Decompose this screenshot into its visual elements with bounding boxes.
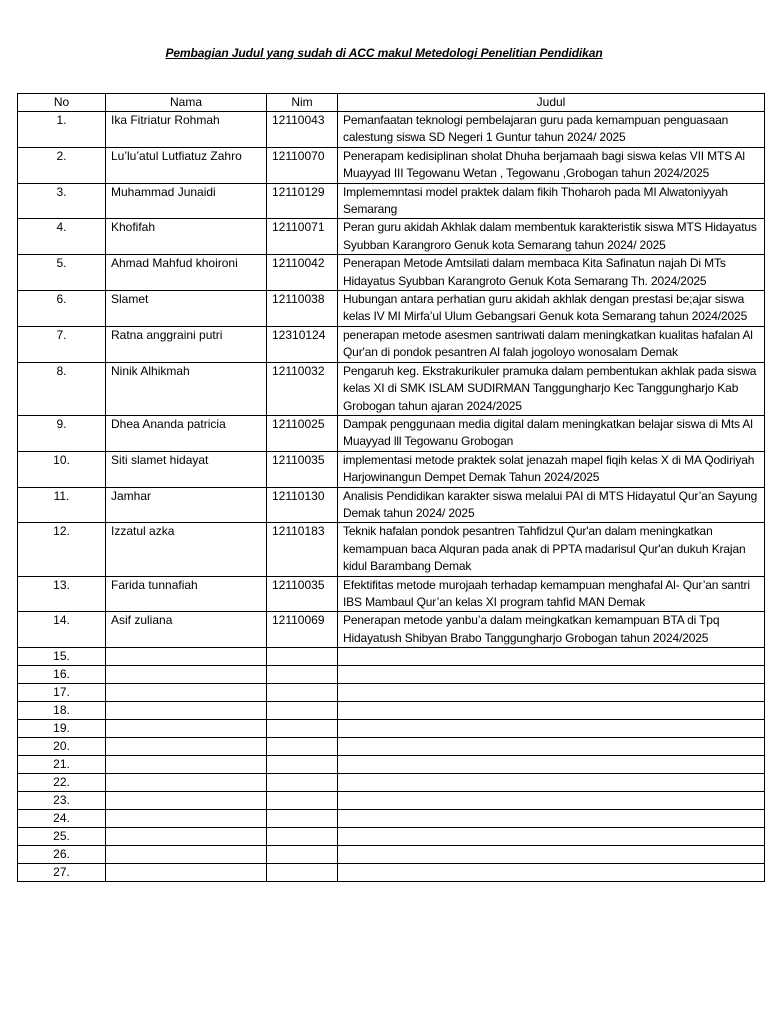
table-row — [18, 684, 765, 702]
cell-judul — [338, 810, 765, 828]
table-row — [18, 183, 765, 219]
page-title: Pembagian Judul yang sudah di ACC makul Metedologi Penelitian Pendidikan — [165, 46, 603, 60]
cell-no: 7. — [18, 326, 106, 362]
cell-nim: 12110070 — [267, 147, 338, 183]
cell-judul — [338, 756, 765, 774]
table-row — [18, 487, 765, 523]
cell-nama — [106, 738, 267, 756]
cell-nama — [106, 756, 267, 774]
header-nama: Nama — [106, 94, 267, 112]
title-assignment-table — [17, 93, 765, 882]
cell-no: 1. — [18, 112, 106, 148]
cell-nim — [267, 738, 338, 756]
cell-judul: Implememntasi model praktek dalam fikih Thoharoh pada MI Alwatoniyyah Semarang — [338, 183, 765, 219]
cell-no: 14. — [18, 612, 106, 648]
cell-judul — [338, 720, 765, 738]
cell-nama — [106, 720, 267, 738]
cell-nama: Ika Fitriatur Rohmah — [106, 112, 267, 148]
cell-judul — [338, 846, 765, 864]
cell-judul: Analisis Pendidikan karakter siswa melalui PAI di MTS Hidayatul Qur’an Sayung Demak tahun 2024/ 2025 — [338, 487, 765, 523]
cell-judul: Hubungan antara perhatian guru akidah akhlak dengan prestasi be;ajar siswa kelas IV MI Mirfa’ul Ulum Gebangsari Genuk kota Semarang tahun 2024/2025 — [338, 291, 765, 327]
cell-judul: penerapan metode asesmen santriwati dalam meningkatkan kualitas hafalan Al Qur'an di pondok pesantren Al falah jogoloyo wonosalam Demak — [338, 326, 765, 362]
cell-no: 8. — [18, 362, 106, 415]
cell-nama — [106, 828, 267, 846]
table-row — [18, 451, 765, 487]
cell-nim — [267, 774, 338, 792]
cell-nim: 12110032 — [267, 362, 338, 415]
cell-no: 5. — [18, 255, 106, 291]
cell-nim: 12110043 — [267, 112, 338, 148]
cell-nama — [106, 810, 267, 828]
cell-nim — [267, 828, 338, 846]
cell-nama: Jamhar — [106, 487, 267, 523]
cell-no: 13. — [18, 576, 106, 612]
table-row — [18, 362, 765, 415]
cell-judul: Pengaruh keg. Ekstrakurikuler pramuka dalam pembentukan akhlak pada siswa kelas XI di SMK ISLAM SUDIRMAN Tanggungharjo Kec Tanggungharjo Kab Grobogan tahun ajaran 2024/2025 — [338, 362, 765, 415]
cell-judul — [338, 864, 765, 882]
cell-judul — [338, 828, 765, 846]
cell-nim: 12310124 — [267, 326, 338, 362]
table-header-row — [18, 94, 765, 112]
cell-judul: Penerapam kedisiplinan sholat Dhuha berjamaah bagi siswa kelas VII MTS Al Muayyad III Tegowanu Wetan , Tegowanu ,Grobogan tahun 2024/2025 — [338, 147, 765, 183]
cell-judul — [338, 666, 765, 684]
cell-nim: 12110025 — [267, 415, 338, 451]
header-nim: Nim — [267, 94, 338, 112]
cell-judul — [338, 738, 765, 756]
cell-no: 9. — [18, 415, 106, 451]
cell-nama: Siti slamet hidayat — [106, 451, 267, 487]
table-row — [18, 810, 765, 828]
table-body — [18, 112, 765, 882]
table-row — [18, 291, 765, 327]
cell-no: 17. — [18, 684, 106, 702]
cell-nama: Khofifah — [106, 219, 267, 255]
cell-nim: 12110129 — [267, 183, 338, 219]
cell-nim — [267, 756, 338, 774]
table-row — [18, 612, 765, 648]
cell-no: 2. — [18, 147, 106, 183]
cell-no: 4. — [18, 219, 106, 255]
cell-judul: Efektifitas metode murojaah terhadap kemampuan menghafal Al- Qur’an santri IBS Mambaul Qur’an kelas XI program tahfid MAN Demak — [338, 576, 765, 612]
cell-nim: 12110130 — [267, 487, 338, 523]
cell-nim — [267, 792, 338, 810]
cell-no: 27. — [18, 864, 106, 882]
cell-no: 20. — [18, 738, 106, 756]
cell-no: 21. — [18, 756, 106, 774]
cell-nama — [106, 864, 267, 882]
table-row — [18, 774, 765, 792]
cell-nim — [267, 810, 338, 828]
cell-nama — [106, 774, 267, 792]
cell-no: 16. — [18, 666, 106, 684]
table-row — [18, 756, 765, 774]
cell-nim — [267, 666, 338, 684]
cell-nim: 12110035 — [267, 576, 338, 612]
cell-nama: Ninik Alhikmah — [106, 362, 267, 415]
cell-judul — [338, 684, 765, 702]
table-row — [18, 702, 765, 720]
cell-nim: 12110035 — [267, 451, 338, 487]
cell-judul: Peran guru akidah Akhlak dalam membentuk karakteristik siswa MTS Hidayatus Syubban Karangroro Genuk kota Semarang tahun 2024/ 2025 — [338, 219, 765, 255]
table-row — [18, 738, 765, 756]
cell-judul — [338, 774, 765, 792]
cell-no: 24. — [18, 810, 106, 828]
table-row — [18, 326, 765, 362]
cell-nama: Slamet — [106, 291, 267, 327]
cell-nama: Muhammad Junaidi — [106, 183, 267, 219]
cell-no: 23. — [18, 792, 106, 810]
cell-judul: Teknik hafalan pondok pesantren Tahfidzul Qur'an dalam meningkatkan kemampuan baca Alquran pada anak di PPTA madarisul Qur'an dukuh Krajan kidul Barambang Demak — [338, 523, 765, 576]
cell-nama: Izzatul azka — [106, 523, 267, 576]
table-row — [18, 864, 765, 882]
cell-nim: 12110038 — [267, 291, 338, 327]
cell-nama — [106, 684, 267, 702]
cell-nim: 12110183 — [267, 523, 338, 576]
cell-nim: 12110042 — [267, 255, 338, 291]
header-no: No — [18, 94, 106, 112]
cell-no: 25. — [18, 828, 106, 846]
cell-judul: Penerapan metode yanbu’a dalam meingkatkan kemampuan BTA di Tpq Hidayatush Shibyan Brabo Tanggungharjo Grobogan tahun 2024/2025 — [338, 612, 765, 648]
cell-nim — [267, 702, 338, 720]
table-row — [18, 792, 765, 810]
cell-nim: 12110071 — [267, 219, 338, 255]
cell-judul: Pemanfaatan teknologi pembelajaran guru pada kemampuan penguasaan calestung siswa SD Negeri 1 Guntur tahun 2024/ 2025 — [338, 112, 765, 148]
cell-no: 6. — [18, 291, 106, 327]
table-row — [18, 720, 765, 738]
cell-no: 18. — [18, 702, 106, 720]
cell-nim: 12110069 — [267, 612, 338, 648]
table-row — [18, 523, 765, 576]
cell-nama — [106, 702, 267, 720]
table-row — [18, 112, 765, 148]
table-row — [18, 576, 765, 612]
table-row — [18, 846, 765, 864]
cell-nama — [106, 792, 267, 810]
cell-nim — [267, 720, 338, 738]
cell-no: 3. — [18, 183, 106, 219]
cell-no: 26. — [18, 846, 106, 864]
cell-judul — [338, 702, 765, 720]
cell-judul — [338, 792, 765, 810]
table-row — [18, 255, 765, 291]
table-row — [18, 666, 765, 684]
cell-nama: Farida tunnafiah — [106, 576, 267, 612]
cell-nama: Ratna anggraini putri — [106, 326, 267, 362]
cell-nama — [106, 846, 267, 864]
cell-nim — [267, 864, 338, 882]
table-row — [18, 415, 765, 451]
cell-no: 12. — [18, 523, 106, 576]
cell-nim — [267, 846, 338, 864]
table-row — [18, 219, 765, 255]
cell-nama: Ahmad Mahfud khoironi — [106, 255, 267, 291]
cell-judul: Dampak penggunaan media digital dalam meningkatkan belajar siswa di Mts Al Muayyad lll Tegowanu Grobogan — [338, 415, 765, 451]
cell-nama: Lu’lu’atul Lutfiatuz Zahro — [106, 147, 267, 183]
cell-no: 22. — [18, 774, 106, 792]
cell-judul: implementasi metode praktek solat jenazah mapel fiqih kelas X di MA Qodiriyah Harjowinangun Dempet Demak Tahun 2024/2025 — [338, 451, 765, 487]
table-row — [18, 648, 765, 666]
cell-nama — [106, 666, 267, 684]
table-row — [18, 828, 765, 846]
cell-judul: Penerapan Metode Amtsilati dalam membaca Kita Safinatun najah Di MTs Hidayatus Syubban Karangroto Genuk Kota Semarang Th. 2024/2025 — [338, 255, 765, 291]
cell-nim — [267, 648, 338, 666]
cell-nama: Asif zuliana — [106, 612, 267, 648]
table-row — [18, 147, 765, 183]
cell-no: 10. — [18, 451, 106, 487]
cell-nama: Dhea Ananda patricia — [106, 415, 267, 451]
cell-no: 19. — [18, 720, 106, 738]
cell-judul — [338, 648, 765, 666]
header-judul: Judul — [338, 94, 765, 112]
cell-nama — [106, 648, 267, 666]
cell-no: 11. — [18, 487, 106, 523]
cell-nim — [267, 684, 338, 702]
cell-no: 15. — [18, 648, 106, 666]
